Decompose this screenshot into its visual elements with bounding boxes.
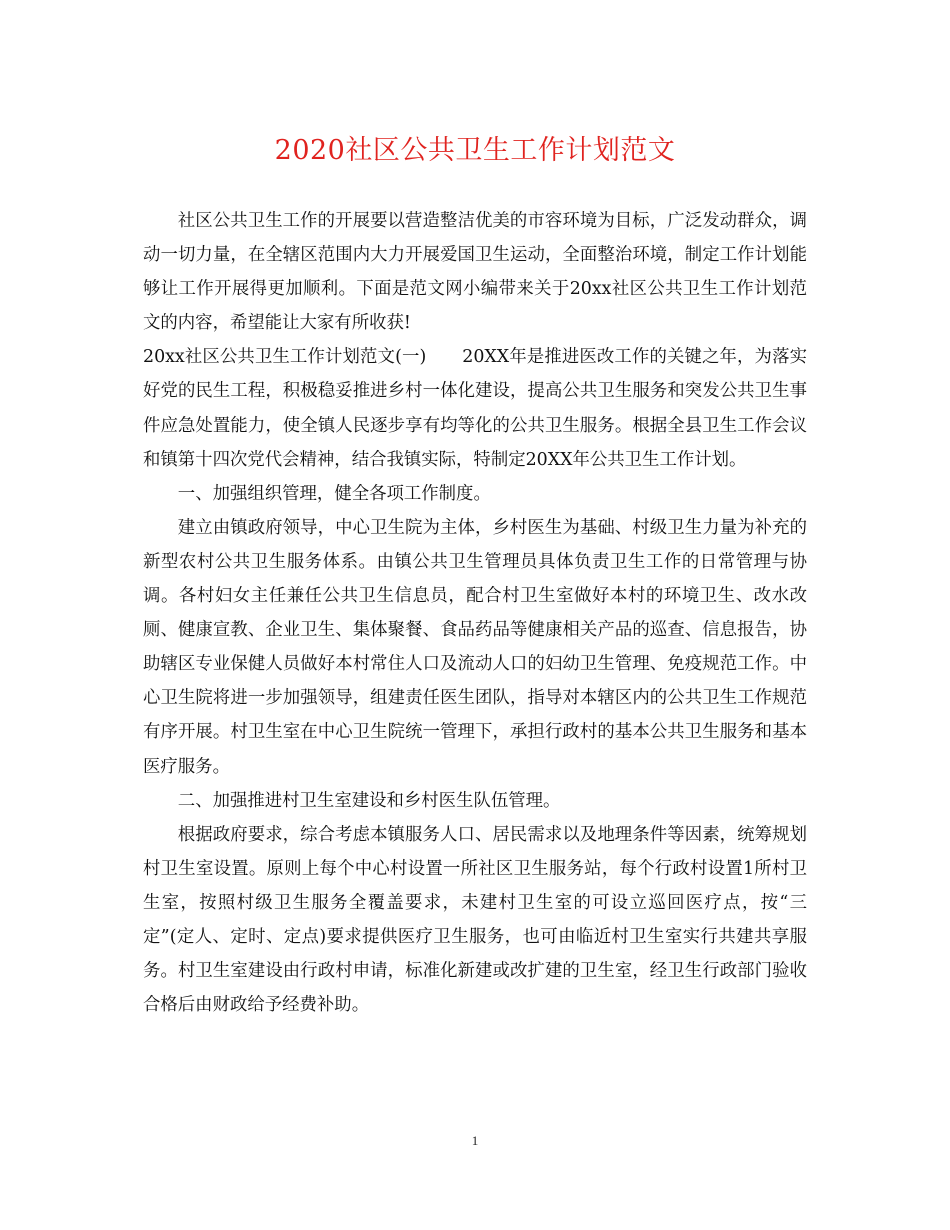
paragraph-organization: 建立由镇政府领导，中心卫生院为主体，乡村医生为基础、村级卫生力量为补充的新型农村公共卫生服务体系。由镇公共卫生管理员具体负责卫生工作的日常管理与协调。各村妇女主任兼任公共卫生信息员，配合村卫生室做好本村的环境卫生、改水改厕、健康宣教、企业卫生、集体聚餐、食品药品等健康相关产品的巡查、信息报告，协助辖区专业保健人员做好本村常住人口及流动人口的妇幼卫生管理、免疫规范工作。中心卫生院将进一步加强领导，组建责任医生团队，指导对本辖区内的公共卫生工作规范有序开展。村卫生室在中心卫生院统一管理下，承担行政村的基本公共卫生服务和基本医疗服务。 (143, 517, 807, 777)
heading-clinic-construction: 二、加强推进村卫生室建设和乡村医生队伍管理。 (177, 790, 561, 811)
section-paragraph (143, 340, 807, 476)
section-intro-text: 20XX年是推进医改工作的关键之年，为落实好党的民生工程，积极稳妥推进乡村一体化建设，提高公共卫生服务和突发公共卫生事件应急处置能力，使全镇人民逐步享有均等化的公共卫生服务。根据全县卫生工作会议和镇第十四次党代会精神，结合我镇实际，特制定20XX年公共卫生工作计划。 (143, 347, 807, 470)
intro-paragraph: 社区公共卫生工作的开展要以营造整洁优美的市容环境为目标，广泛发动群众，调动一切力量，在全辖区范围内大力开展爱国卫生运动，全面整治环境，制定工作计划能够让工作开展得更加顺利。下面是范文网小编带来关于20xx社区公共卫生工作计划范文的内容，希望能让大家有所收获! (143, 211, 807, 334)
heading-organization: 一、加强组织管理，健全各项工作制度。 (177, 483, 491, 504)
page-number: 1 (471, 1133, 479, 1148)
paragraph-clinic-construction: 根据政府要求，综合考虑本镇服务人口、居民需求以及地理条件等因素，统筹规划村卫生室设置。原则上每个中心村设置一所社区卫生服务站，每个行政村设置1所村卫生室，按照村级卫生服务全覆盖要求，未建村卫生室的可设立巡回医疗点，按“三定”(定人、定时、定点)要求提供医疗卫生服务，也可由临近村卫生室实行共建共享服务。村卫生室建设由行政村申请，标准化新建或改扩建的卫生室，经卫生行政部门验收合格后由财政给予经费补助。 (143, 824, 807, 1016)
document-body (143, 204, 807, 1022)
section-heading: 20xx社区公共卫生工作计划范文(一) (143, 347, 427, 368)
page-title: 2020社区公共卫生工作计划范文 (274, 135, 676, 166)
